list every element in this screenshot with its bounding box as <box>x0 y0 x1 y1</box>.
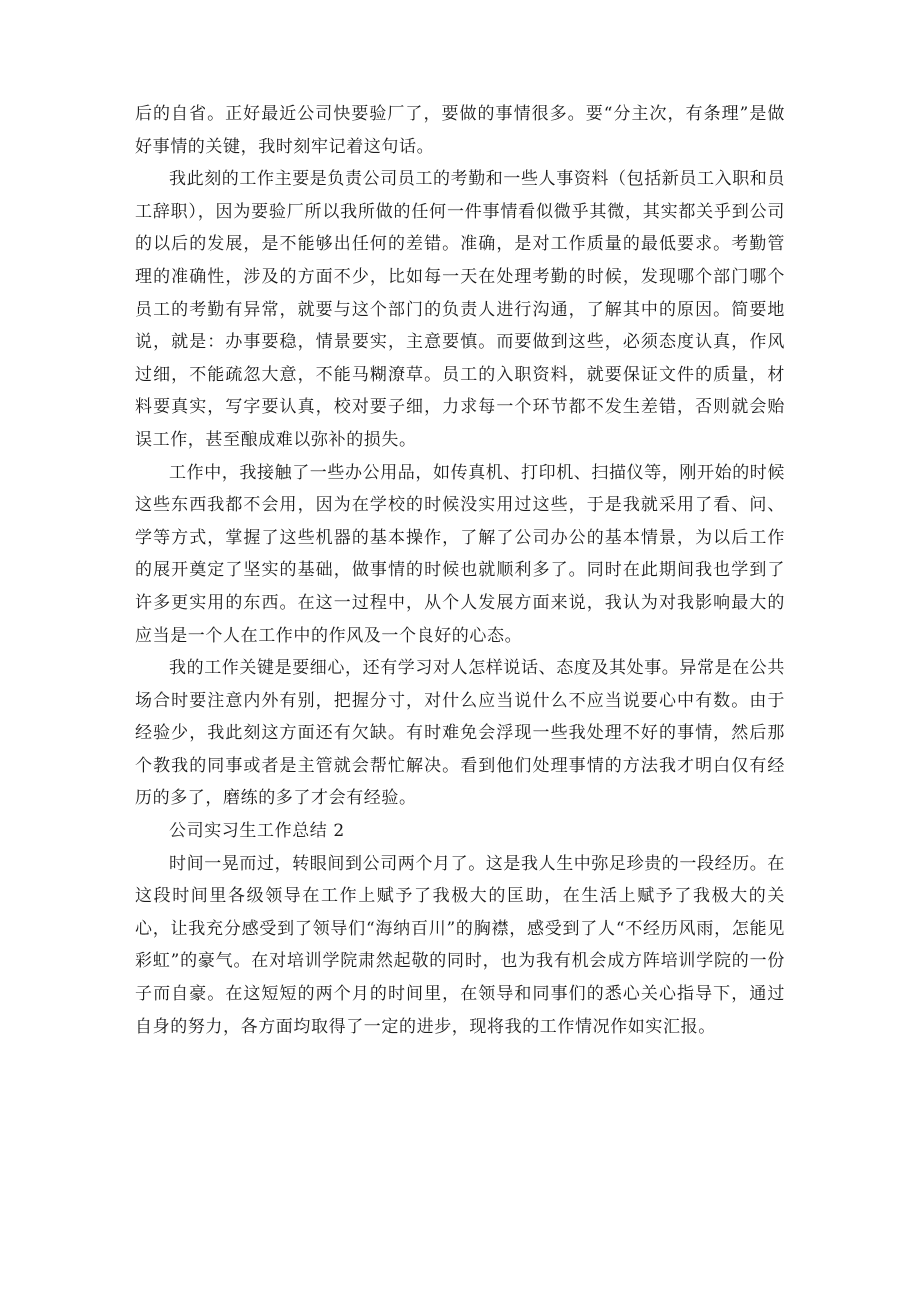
paragraph-office-equipment: 工作中，我接触了一些办公用品，如传真机、打印机、扫描仪等，刚开始的时候这些东西我都不会用，因为在学校的时候没实用过这些，于是我就采用了看、问、学等方式，掌握了这些机器的基本操作，了解了公司办公的基本情景，为以后工作的展开奠定了坚实的基础，做事情的时候也就顺利多了。同时在此期间我也学到了许多更实用的东西。在这一过程中，从个人发展方面来说，我认为对我影响最大的应当是一个人在工作中的作风及一个良好的心态。 <box>135 462 785 646</box>
document-body <box>135 98 785 1043</box>
paragraph-two-months-summary: 时间一晃而过，转眼间到公司两个月了。这是我人生中弥足珍贵的一段经历。在这段时间里各级领导在工作上赋予了我极大的匡助，在生活上赋予了我极大的关心，让我充分感受到了领导们“海纳百川”的胸襟，感受到了人“不经历风雨，怎能见彩虹”的豪气。在对培训学院肃然起敬的同时，也为我有机会成方阵培训学院的一份子而自豪。在这短短的两个月的时间里，在领导和同事们的悉心关心指导下，通过自身的努力，各方面均取得了一定的进步，现将我的工作情况作如实汇报。 <box>135 853 785 1037</box>
paragraph-work-attitude: 我的工作关键是要细心，还有学习对人怎样说话、态度及其处事。异常是在公共场合时要注意内外有别，把握分寸，对什么应当说什么不应当说要心中有数。由于经验少，我此刻这方面还有欠缺。有时难免会浮现一些我处理不好的事情，然后那个教我的同事或者是主管就会帮忙解决。看到他们处理事情的方法我才明白仅有经历的多了，磨练的多了才会有经验。 <box>135 658 785 809</box>
paragraph-continuation: 后的自省。正好最近公司快要验厂了，要做的事情很多。要“分主次，有条理”是做好事情的关键，我时刻牢记着这句话。 <box>135 104 785 157</box>
section-heading: 公司实习生工作总结 2 <box>169 821 345 842</box>
paragraph-attendance-duties: 我此刻的工作主要是负责公司员工的考勤和一些人事资料（包括新员工入职和员工辞职），因为要验厂所以我所做的任何一件事情看似微乎其微，其实都关乎到公司的以后的发展，是不能够出任何的差错。准确，是对工作质量的最低要求。考勤管理的准确性，涉及的方面不少，比如每一天在处理考勤的时候，发现哪个部门哪个员工的考勤有异常，就要与这个部门的负责人进行沟通，了解其中的原因。简要地说，就是：办事要稳，情景要实，主意要慎。而要做到这些，必须态度认真，作风过细，不能疏忽大意，不能马糊潦草。员工的入职资料，就要保证文件的质量，材料要真实，写字要认真，校对要子细，力求每一个环节都不发生差错，否则就会贻误工作，甚至酿成难以弥补的损失。 <box>135 169 785 450</box>
